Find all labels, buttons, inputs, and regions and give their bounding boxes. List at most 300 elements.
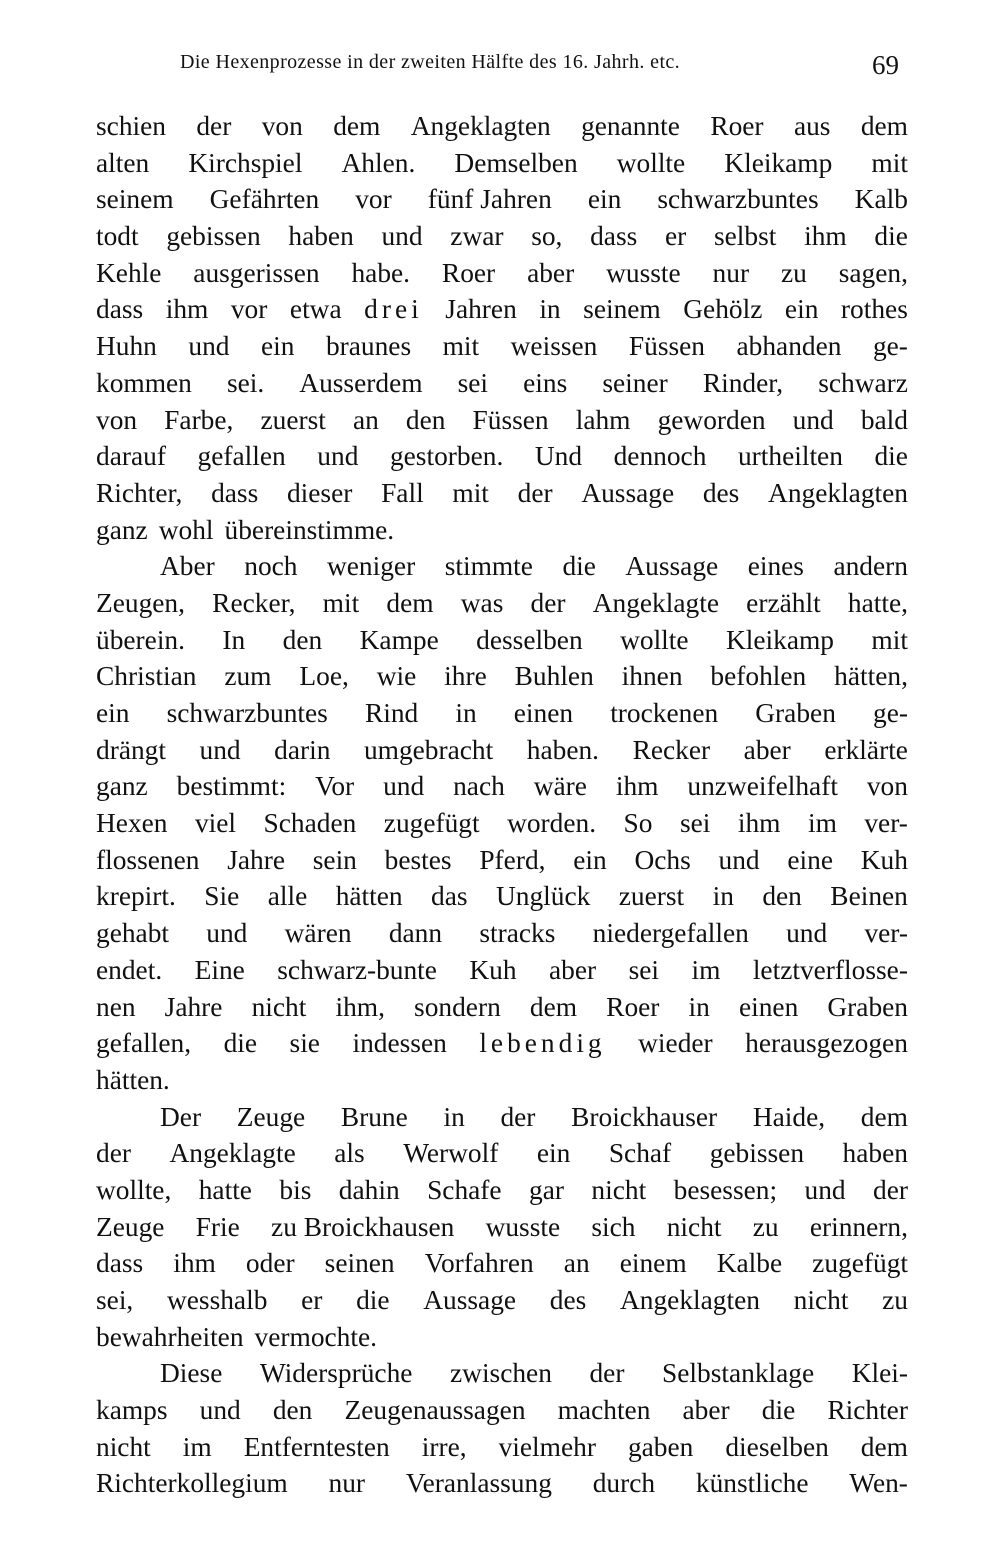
word: Brune: [340, 1101, 408, 1132]
word: irre,: [421, 1431, 467, 1462]
word: von: [261, 111, 303, 141]
word: gestorben.: [389, 441, 504, 472]
word: Aussage: [423, 1285, 517, 1315]
text-line: [96, 218, 908, 255]
word: alten: [96, 147, 150, 178]
word: in: [712, 881, 734, 912]
word: darauf: [96, 441, 166, 472]
text-line: [96, 1209, 908, 1246]
word: abhanden: [736, 331, 842, 362]
word: Veranlassung: [405, 1468, 552, 1499]
word: wäre: [533, 771, 587, 802]
word: zum: [224, 661, 272, 692]
word: ihm: [615, 771, 659, 802]
word: mit: [452, 477, 489, 508]
word: wollte,: [96, 1174, 172, 1205]
word: ein: [784, 294, 819, 325]
word: ein: [573, 844, 607, 875]
word: zu: [752, 1211, 779, 1242]
word: fünf Jahren: [427, 184, 552, 215]
word: den: [282, 624, 323, 655]
word: desselben: [476, 624, 583, 655]
word: hatte: [198, 1174, 252, 1205]
word: zu Broickhausen: [271, 1211, 455, 1242]
word: seiner: [602, 367, 668, 398]
word: stracks: [479, 918, 556, 949]
word: Roer: [441, 257, 496, 288]
word: genannte: [581, 111, 680, 141]
word: an: [352, 404, 379, 435]
text-line: [96, 878, 908, 915]
word: Entferntesten: [243, 1431, 390, 1462]
word: nur: [328, 1468, 366, 1499]
word: ganz: [96, 514, 148, 545]
word: aber: [682, 1395, 730, 1426]
word: Eine: [194, 954, 245, 985]
word: Graben: [755, 698, 836, 728]
word: sich: [591, 1211, 636, 1242]
word: und: [792, 404, 834, 435]
word: ver-: [864, 918, 908, 949]
word: Selbstanklage: [662, 1358, 815, 1389]
text-line: [96, 475, 908, 512]
word: Schafe: [427, 1174, 502, 1205]
word: Aussage: [625, 551, 719, 582]
word: gefallen: [197, 441, 286, 472]
text-line: [96, 622, 908, 659]
word: nicht: [793, 1285, 849, 1315]
text-line: [96, 181, 908, 218]
word: nicht: [251, 991, 307, 1022]
word: wären: [284, 918, 352, 949]
word: aus: [793, 111, 831, 141]
word: und: [786, 918, 828, 949]
word: Kuh: [469, 954, 517, 985]
word: hätten,: [834, 661, 908, 692]
word: seinen: [324, 1248, 395, 1279]
word: Füssen: [472, 404, 549, 435]
word: schwarzbuntes: [657, 184, 819, 215]
word: Sie: [204, 881, 240, 912]
word: dennoch: [613, 441, 707, 472]
text-line: [96, 108, 908, 145]
text-line: [96, 1465, 908, 1502]
word: Vorfahren: [424, 1248, 534, 1279]
word: dass: [96, 1248, 144, 1279]
word: Jahren: [445, 294, 517, 325]
word: unzweifelhaft: [687, 771, 838, 802]
word: und: [804, 1174, 846, 1205]
word: lebendig: [479, 1028, 606, 1059]
word: dass: [211, 477, 259, 508]
word: mit: [871, 147, 908, 178]
word: einen: [738, 991, 799, 1022]
text-line: [96, 291, 908, 328]
word: Roer: [710, 111, 764, 141]
word: Richter: [827, 1395, 908, 1426]
word: der: [196, 111, 232, 141]
word: oder: [245, 1248, 295, 1279]
text-line: [96, 1025, 908, 1062]
word: wusste: [606, 257, 681, 288]
text-line: [96, 512, 908, 549]
word: geworden: [657, 404, 766, 435]
word: In: [222, 624, 246, 655]
word: erklärte: [824, 734, 908, 765]
word: aber: [527, 257, 575, 288]
word: ihm: [737, 808, 781, 839]
text-line: [96, 1099, 908, 1136]
word: Kampe: [359, 624, 439, 655]
word: wusste: [485, 1211, 561, 1242]
word: etwa: [289, 294, 342, 325]
word: Zeugen,: [96, 587, 185, 618]
word: Richter,: [96, 477, 183, 508]
word: Roer: [606, 991, 660, 1022]
word: drängt: [96, 734, 166, 765]
word: und: [381, 221, 423, 252]
word: gar: [529, 1174, 564, 1205]
word: nicht: [591, 1174, 647, 1205]
word: die: [223, 1028, 258, 1059]
word: zuerst: [618, 881, 685, 912]
word: nen: [96, 991, 136, 1022]
body-text: [96, 108, 908, 1502]
word: gebissen: [166, 221, 261, 252]
word: Loe,: [299, 661, 349, 692]
word: hatte,: [847, 587, 908, 618]
word: Demselben: [454, 147, 578, 178]
word: zwar: [450, 221, 504, 252]
word: der: [530, 587, 566, 618]
word: wohl: [158, 514, 214, 545]
word: nicht: [666, 1211, 722, 1242]
word: und: [383, 771, 425, 802]
word: weniger: [326, 551, 416, 582]
text-line: [96, 1355, 908, 1392]
word: und: [199, 734, 241, 765]
text-line: [96, 1392, 908, 1429]
word: den: [762, 881, 802, 912]
word: Schaf: [608, 1138, 672, 1169]
word: Jahre: [164, 991, 223, 1022]
word: Kuh: [860, 844, 908, 875]
word: Angeklagte: [592, 587, 719, 618]
word: Hexen: [96, 808, 168, 839]
word: die: [356, 1285, 390, 1315]
word: kamps: [96, 1395, 168, 1426]
word: Angeklagte: [169, 1138, 296, 1169]
word: der: [96, 1138, 131, 1169]
word: vor: [230, 294, 268, 325]
word: darin: [274, 734, 331, 765]
word: Ochs: [634, 844, 691, 875]
word: Kirchspiel: [188, 147, 303, 178]
word: haben: [842, 1138, 908, 1169]
word: Rinder,: [702, 367, 784, 398]
text-line: [96, 1429, 908, 1466]
word: zwischen: [450, 1358, 552, 1389]
text-line: [96, 1062, 908, 1099]
word: Ahlen.: [341, 147, 416, 178]
word: ihm,: [335, 991, 385, 1022]
text-line: [96, 548, 908, 585]
word: Gefährten: [209, 184, 320, 215]
text-line: [96, 585, 908, 622]
word: mit: [871, 624, 908, 655]
text-line: [96, 1135, 908, 1172]
word: Angeklagten: [620, 1285, 760, 1315]
word: übereinstimme.: [224, 514, 395, 545]
word: dass: [590, 221, 638, 252]
word: von: [866, 771, 908, 802]
word: Kalbe: [716, 1248, 783, 1279]
word: ihm: [165, 294, 209, 325]
word: Angeklagten: [410, 111, 551, 141]
word: machten: [557, 1395, 651, 1426]
word: Graben: [827, 991, 908, 1022]
text-line: [96, 145, 908, 182]
word: im: [691, 954, 721, 985]
word: zu: [882, 1285, 908, 1315]
word: krepirt.: [96, 881, 176, 912]
word: und: [718, 844, 760, 875]
word: herausgezogen: [745, 1028, 908, 1059]
word: dem: [386, 587, 434, 618]
word: mit: [442, 331, 480, 362]
word: vor: [355, 184, 392, 215]
word: im: [182, 1431, 212, 1462]
word: er: [301, 1285, 323, 1315]
word: niedergefallen: [592, 918, 749, 949]
word: wollte: [616, 147, 686, 178]
word: ver-: [864, 808, 908, 839]
word: erinnern,: [809, 1211, 908, 1242]
word: weissen: [510, 331, 598, 362]
word: sondern: [414, 991, 501, 1022]
text-line: [96, 328, 908, 365]
text-line: [96, 989, 908, 1026]
word: stimmte: [444, 551, 533, 582]
text-line: [96, 658, 908, 695]
word: Kleikamp: [724, 147, 833, 178]
word: Recker: [632, 734, 711, 765]
word: die: [562, 551, 596, 582]
word: überein.: [96, 624, 185, 655]
word: und: [199, 1395, 241, 1426]
word: wieder: [638, 1028, 713, 1059]
word: was: [460, 587, 504, 618]
word: schwarz-bunte: [277, 954, 437, 985]
word: und: [317, 441, 359, 472]
word: haben: [288, 221, 354, 252]
word: den: [405, 404, 446, 435]
text-line: [96, 842, 908, 879]
word: ihnen: [621, 661, 683, 692]
word: So: [623, 808, 653, 839]
word: dieselben: [725, 1431, 829, 1462]
word: sei.: [226, 367, 265, 398]
word: das: [431, 881, 468, 912]
text-line: [96, 915, 908, 952]
word: viel: [194, 808, 237, 839]
word: Zeugenaussagen: [344, 1395, 526, 1426]
word: zu: [780, 257, 807, 288]
word: Christian: [96, 661, 197, 692]
page-number: 69: [872, 50, 899, 80]
word: Aussage: [581, 477, 675, 508]
word: zugefügt: [383, 808, 480, 839]
word: dem: [333, 111, 381, 141]
word: bestes: [384, 844, 452, 875]
text-line: [96, 695, 908, 732]
word: schien: [96, 111, 166, 141]
word: an: [563, 1248, 590, 1279]
word: gebissen: [709, 1138, 805, 1169]
word: nach: [453, 771, 505, 802]
word: der: [500, 1101, 536, 1132]
word: befohlen: [710, 661, 807, 692]
word: erzählt: [746, 587, 821, 618]
word: seinem: [583, 294, 661, 325]
word: vermochte.: [254, 1321, 377, 1352]
word: gehabt: [96, 918, 170, 949]
word: Kehle: [96, 257, 162, 288]
word: Ausserdem: [299, 367, 423, 398]
word: sie: [289, 1028, 320, 1059]
word: von: [96, 404, 138, 435]
word: Zeuge: [96, 1211, 165, 1242]
word: die: [874, 221, 908, 252]
word: der: [873, 1174, 908, 1205]
word: dem: [860, 1101, 908, 1132]
word: schwarzbuntes: [166, 698, 328, 728]
word: Kalb: [854, 184, 908, 215]
word: Frie: [195, 1211, 240, 1242]
word: durch: [592, 1468, 656, 1499]
word: eins: [523, 367, 568, 398]
word: dieser: [286, 477, 353, 508]
word: vielmehr: [498, 1431, 596, 1462]
word: ein: [587, 184, 622, 215]
word: ge-: [872, 331, 908, 362]
word: bewahrheiten: [96, 1321, 244, 1352]
word: sagen,: [838, 257, 908, 288]
word: er: [664, 221, 687, 252]
word: in: [688, 991, 710, 1022]
word: hätten: [335, 881, 403, 912]
word: Unglück: [495, 881, 591, 912]
word: Gehölz: [683, 294, 763, 325]
word: ein: [536, 1138, 571, 1169]
word: flossenen: [96, 844, 200, 875]
word: Aber: [160, 551, 215, 582]
word: ein: [260, 331, 295, 362]
word: Rind: [364, 698, 419, 728]
running-head: Die Hexenprozesse in der zweiten Hälfte des 16. Jahrh. etc.: [180, 51, 681, 73]
word: Jahre: [227, 844, 285, 875]
word: Zeuge: [236, 1101, 306, 1132]
word: selbst: [713, 221, 777, 252]
word: und: [206, 918, 248, 949]
word: wie: [376, 661, 417, 692]
word: als: [334, 1138, 365, 1169]
word: eine: [787, 844, 833, 875]
word: noch: [244, 551, 298, 582]
word: Füssen: [628, 331, 705, 362]
word: besessen;: [673, 1174, 778, 1205]
word: Werwolf: [403, 1138, 499, 1169]
text-line: [96, 1319, 908, 1356]
word: sei: [679, 808, 711, 839]
word: todt: [96, 221, 139, 252]
word: umgebracht: [363, 734, 494, 765]
word: den: [272, 1395, 313, 1426]
word: Und: [534, 441, 583, 472]
word: endet.: [96, 954, 163, 985]
word: bis: [279, 1174, 312, 1205]
word: künstliche: [695, 1468, 809, 1499]
word: Huhn: [96, 331, 157, 362]
word: aber: [743, 734, 791, 765]
text-line: [96, 732, 908, 769]
word: wesshalb: [166, 1285, 268, 1315]
word: des: [549, 1285, 587, 1315]
word: andern: [833, 551, 908, 582]
text-line: [96, 438, 908, 475]
word: drei: [364, 294, 423, 325]
word: letztverflosse-: [752, 954, 908, 985]
text-line: [96, 255, 908, 292]
word: bestimmt:: [176, 771, 287, 802]
word: haben.: [526, 734, 600, 765]
word: Wen-: [849, 1468, 908, 1499]
word: ganz: [96, 771, 148, 802]
word: dahin: [338, 1174, 400, 1205]
word: nur: [712, 257, 750, 288]
word: Schaden: [263, 808, 357, 839]
word: einen: [513, 698, 574, 728]
word: gefallen,: [96, 1028, 192, 1059]
word: ge-: [873, 698, 908, 728]
word: sei: [628, 954, 660, 985]
word: dann: [388, 918, 443, 949]
word: sei: [457, 367, 489, 398]
word: ihm: [173, 1248, 216, 1279]
word: wollte: [620, 624, 689, 655]
word: Vor: [315, 771, 355, 802]
word: mit: [322, 587, 360, 618]
word: sei,: [96, 1285, 134, 1315]
word: ihm: [804, 221, 847, 252]
word: worden.: [507, 808, 597, 839]
word: Buhlen: [514, 661, 594, 692]
word: dem: [529, 991, 578, 1022]
text-line: [96, 952, 908, 989]
word: eines: [747, 551, 804, 582]
word: Beinen: [830, 881, 908, 912]
word: der: [517, 477, 553, 508]
text-line: [96, 402, 908, 439]
word: zuerst: [260, 404, 326, 435]
word: Broickhauser: [571, 1101, 718, 1132]
word: in: [539, 294, 561, 325]
word: Klei-: [851, 1358, 908, 1389]
word: seinem: [96, 184, 174, 215]
word: die: [761, 1395, 796, 1426]
word: Widersprüche: [259, 1358, 413, 1389]
word: so,: [531, 221, 563, 252]
